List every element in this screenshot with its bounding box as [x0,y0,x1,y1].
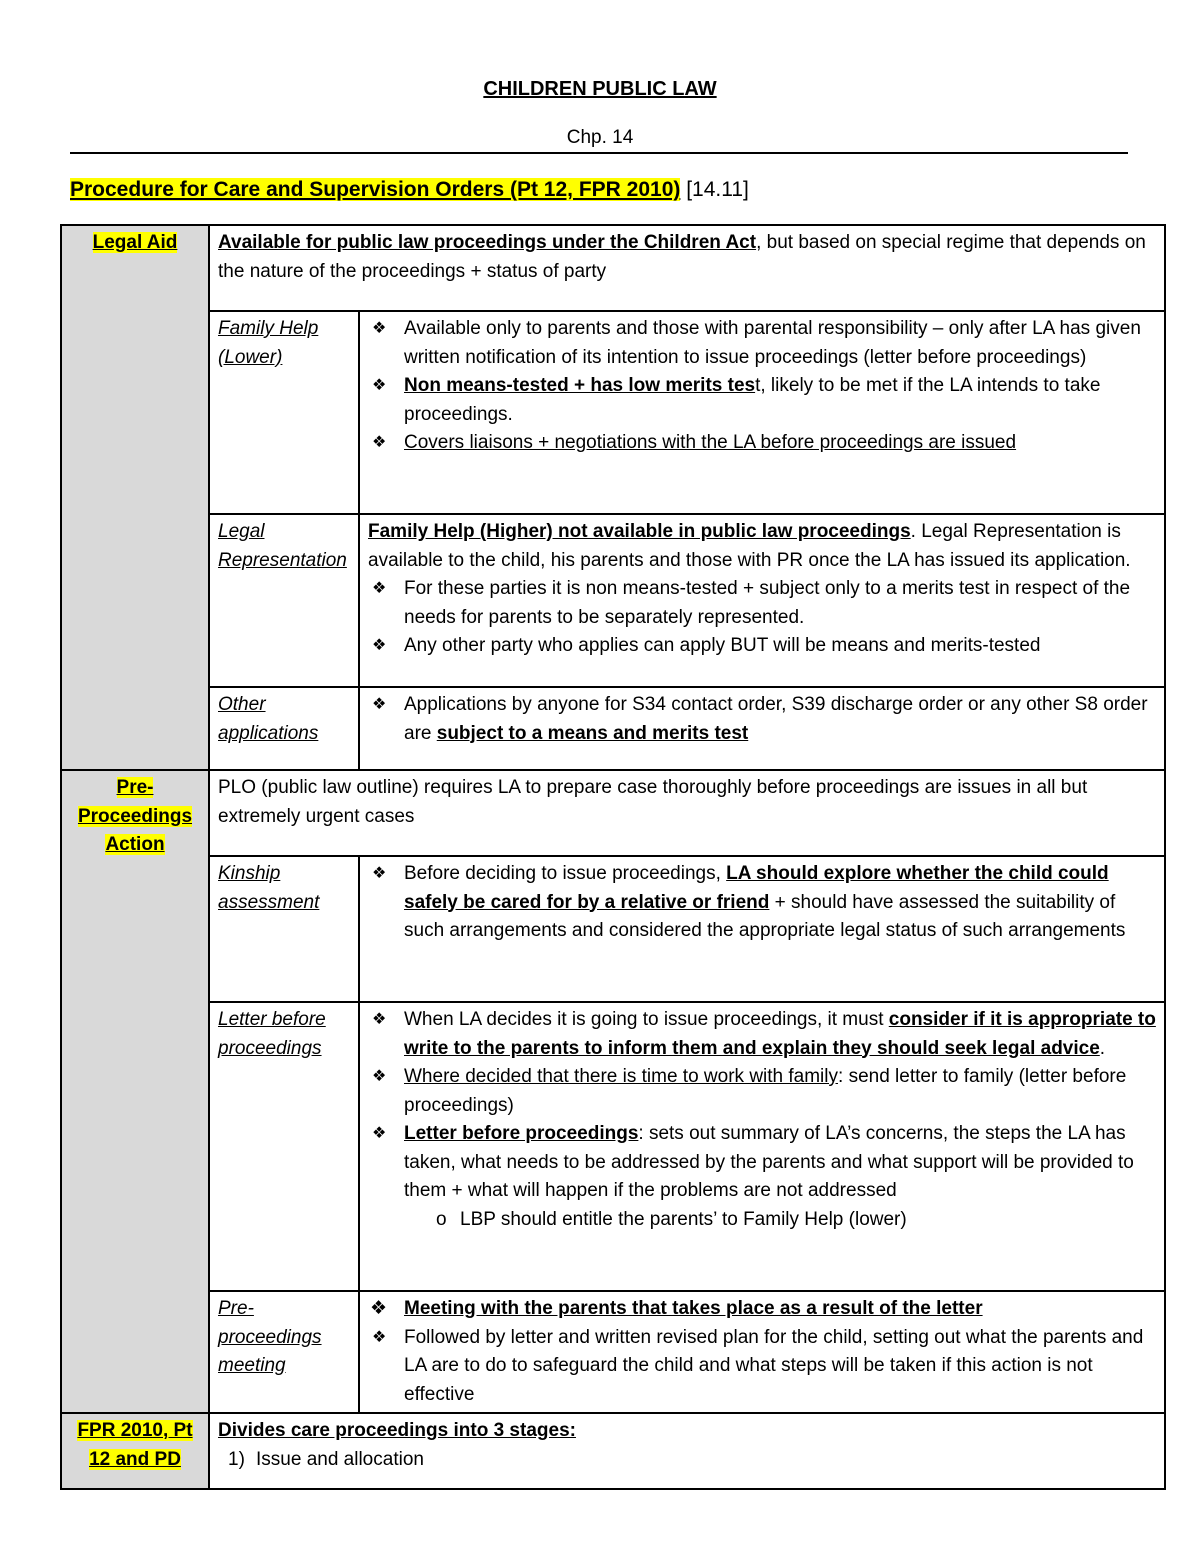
bullet-text: : sets out summary of LA’s concerns, the steps the LA has taken, what needs to be addressed by the parents and what support will be provided to them + what will happen if the problems are not addressed [404,1123,1134,1201]
table-row [61,1413,1165,1489]
bullet-bold: subject to a means and merits test [436,722,749,744]
list-item [368,315,1156,372]
document-title: CHILDREN PUBLIC LAW [483,78,717,100]
bullet-text: For these parties it is non means-tested + subject only to a merits test in respect of the needs for parents to be separately represented. [404,578,1131,628]
header-rule [70,152,1128,154]
subheading-cell [209,1291,359,1413]
kinship-content [359,856,1165,1002]
subheading-letter-before-proceedings: Letter before proceedings [218,1009,326,1059]
bullet-text: Before deciding to issue proceedings, [404,863,727,884]
section-cell-fpr [61,1413,209,1489]
pre-proceedings-intro [209,770,1165,856]
subheading-other-applications: Other applications [218,694,319,744]
list-item [368,691,1156,748]
list-item [368,372,1156,429]
list-item [368,1120,1156,1206]
chapter-number: Chp. 14 [566,127,634,148]
legal-aid-intro-bold: Available for public law proceedings under the Children Act [218,232,757,253]
legal-aid-intro [209,225,1165,311]
bullet-text: When LA decides it is going to issue proceedings, it must [404,1009,889,1030]
list-item [368,429,1156,458]
list-item [368,1006,1156,1063]
family-help-content [359,311,1165,514]
list-item [404,1206,1156,1235]
stage-text: Issue and allocation [256,1448,424,1470]
heading-reference: [14.11] [686,178,749,201]
list-item [368,632,1156,661]
list-item [368,1063,1156,1120]
table-row [61,311,1165,514]
table-row [61,856,1165,1002]
pre-proceedings-intro-text: PLO (public law outline) requires LA to prepare case thoroughly before proceedings are issues in all but extremely urgent cases [218,777,1088,827]
bullet-bold: LA should explore whether the child could safely be cared for by a relative or friend [404,863,1109,913]
subheading-kinship-assessment: Kinship assessment [218,863,320,913]
legal-representation-content [359,514,1165,687]
section-label-fpr: FPR 2010, Pt 12 and PD [77,1420,193,1470]
notes-table [60,224,1166,1490]
list-item [368,575,1156,632]
list-item [368,860,1156,946]
subheading-family-help: Family Help (Lower) [218,318,319,368]
list-item [218,1446,1156,1475]
heading-text: Procedure for Care and Supervision Orders (Pt 12, FPR 2010) [70,178,681,201]
subheading-legal-representation: Legal Representation [218,521,347,571]
bullet-text: Any other party who applies can apply BUT will be means and merits-tested [404,635,1041,656]
table-row [61,770,1165,856]
bullet-text: t, likely to be met if the LA intends to take proceedings. [404,375,1101,425]
fpr-content [209,1413,1165,1489]
bullet-bold: Letter before proceedings [404,1123,639,1144]
legal-rep-intro-rest: . Legal Representation is available to the child, his parents and those with PR once the LA has issued its application. [368,521,1131,571]
bullet-bold: Meeting with the parents that takes place as a result of the letter [404,1298,983,1319]
letter-content [359,1002,1165,1291]
bullet-text: + should have assessed the suitability of such arrangements and considered the appropriate legal status of such arrangements [404,891,1126,941]
list-item [368,1324,1156,1410]
table-row [61,687,1165,770]
bullet-underlined: Where decided that there is time to work with family [404,1066,839,1087]
bullet-text: . [1099,1037,1106,1059]
bullet-text: Covers liaisons + negotiations with the LA before proceedings are issued [404,432,1017,453]
bullet-bold: consider if it is appropriate to write to the parents to inform them and explain they should seek legal advice [404,1009,1156,1059]
section-cell-pre-proceedings [61,770,209,1413]
section-heading [70,178,749,202]
bullet-bold: Non means-tested + has low merits tes [404,375,756,396]
subheading-cell [209,687,359,770]
list-item [368,1295,1156,1324]
subheading-pre-proceedings-meeting: Pre-proceedings meeting [218,1298,322,1376]
subheading-cell [209,856,359,1002]
legal-rep-intro-bold: Family Help (Higher) not available in public law proceedings [368,521,911,542]
sub-bullet-text: LBP should entitle the parents’ to Family Help (lower) [460,1208,907,1230]
legal-aid-intro-rest: , but based on special regime that depends on the nature of the proceedings + status of party [218,232,1146,282]
fpr-intro: Divides care proceedings into 3 stages: [218,1420,576,1441]
bullet-text: Applications by anyone for S34 contact order, S39 discharge order or any other S8 order are [404,694,1148,744]
section-label-legal-aid: Legal Aid [92,232,178,253]
meeting-content [359,1291,1165,1413]
other-applications-content [359,687,1165,770]
section-cell-legal-aid [61,225,209,770]
table-row [61,1291,1165,1413]
subheading-cell [209,311,359,514]
subheading-cell [209,1002,359,1291]
bullet-text: Followed by letter and written revised plan for the child, setting out what the parents and LA are to do to safeguard the child and what steps will be taken if this action is not effective [404,1326,1144,1405]
table-row [61,1002,1165,1291]
bullet-text: : send letter to family (letter before proceedings) [404,1066,1127,1116]
bullet-text: Available only to parents and those with parental responsibility – only after LA has given written notification of its intention to issue proceedings (letter before proceedings) [404,318,1141,368]
table-row [61,514,1165,687]
table-row [61,225,1165,311]
section-label-pre-proceedings: Pre-Proceedings Action [77,777,193,855]
subheading-cell [209,514,359,687]
